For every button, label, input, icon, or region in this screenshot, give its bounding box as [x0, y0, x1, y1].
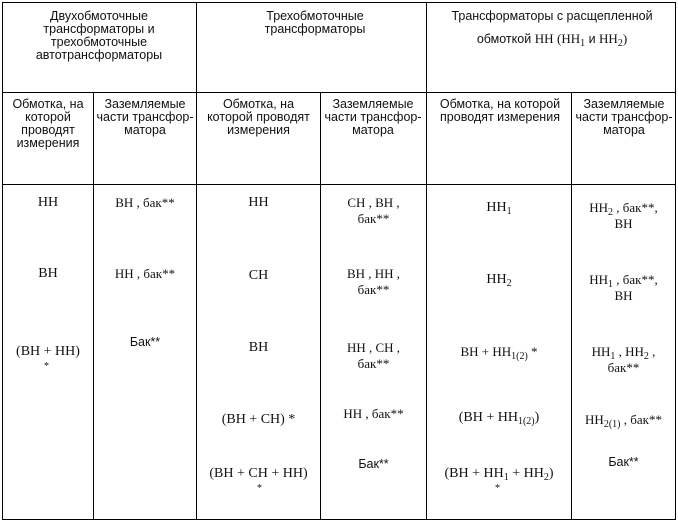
col6-row3: $НН_1$ , $НН_2$ , бак**: [591, 344, 656, 375]
col5-row1: $НН_1$: [486, 200, 512, 217]
col-header-winding-3: Обмотка, на которой проводят измерения: [439, 97, 561, 124]
col6-row5: Бак**: [608, 455, 639, 469]
col5-row5-star: *: [495, 483, 500, 494]
border-top: [2, 2, 676, 3]
col-header-winding-2: Обмотка, на которой проводят измерения: [207, 97, 310, 137]
col-header-grounded-1: Заземляемые части трансфор-матора: [96, 97, 194, 137]
col2-row3: Бак**: [129, 335, 161, 349]
header-divider: [2, 92, 676, 93]
group-header-split-line2: обмоткой НН ($НН_1$ и $НН_2$): [476, 31, 628, 49]
group-divider-2: [426, 2, 427, 520]
col3-row1: НН: [248, 195, 269, 210]
col5-row2: $НН_2$: [486, 272, 512, 289]
col1-row3: (ВН + НН): [16, 344, 80, 359]
col3-row5-star: *: [257, 483, 262, 494]
col2-row2: НН , бак**: [114, 266, 176, 281]
col-header-grounded-3: Заземляемые части трансфор-матора: [575, 97, 673, 137]
col-divider-2: [320, 92, 321, 520]
col5-row3: ВН + $НН_{1(2)}$ *: [460, 344, 538, 362]
group-header-split-winding: [430, 10, 674, 47]
col4-row1: СН , ВН , бак**: [347, 195, 400, 226]
col3-row2: СН: [248, 268, 269, 283]
border-bottom: [2, 519, 676, 520]
subheader-divider: [2, 184, 676, 185]
col1-row3-star: *: [44, 361, 49, 372]
col4-row4: НН , бак**: [343, 406, 404, 421]
col-header-grounded-2: Заземляемые части трансфор-матора: [324, 97, 422, 137]
border-right: [675, 2, 676, 520]
col6-row1: $НН_2$ , бак**, ВН: [589, 200, 658, 231]
col6-row4: $НН_{2(1)}$ , бак**: [585, 412, 662, 430]
border-left: [2, 2, 3, 520]
col4-row3: НН , СН , бак**: [346, 340, 401, 371]
group-header-three-winding: Трехобмоточные трансформаторы: [264, 9, 366, 36]
col6-row2: $НН_1$ , бак**, ВН: [589, 272, 658, 303]
col1-row2: ВН: [38, 266, 58, 281]
group-header-split-line1: Трансформаторы с расщепленной: [451, 9, 653, 23]
group-header-two-winding: Двухобмоточные трансформаторы и трехобмоточные автотрансформаторы: [35, 9, 163, 62]
col4-row5: Бак**: [358, 457, 389, 471]
group-divider-1: [196, 2, 197, 520]
col5-row4: $(ВН + НН_{1(2)})$: [458, 410, 540, 427]
col2-row1: ВН , бак**: [115, 195, 175, 210]
col3-row5: (ВН + СН + НН): [209, 466, 308, 481]
col5-row5: $(ВН + НН_1 + НН_2)$: [444, 466, 554, 483]
col-header-winding-1: Обмотка, на которой проводят измерения: [12, 97, 84, 150]
col3-row4: (ВН + СН) *: [221, 412, 296, 427]
col3-row3: ВН: [248, 340, 269, 355]
col1-row1: НН: [37, 195, 59, 210]
col4-row2: ВН , НН , бак**: [346, 266, 401, 297]
col-divider-1: [93, 92, 94, 520]
